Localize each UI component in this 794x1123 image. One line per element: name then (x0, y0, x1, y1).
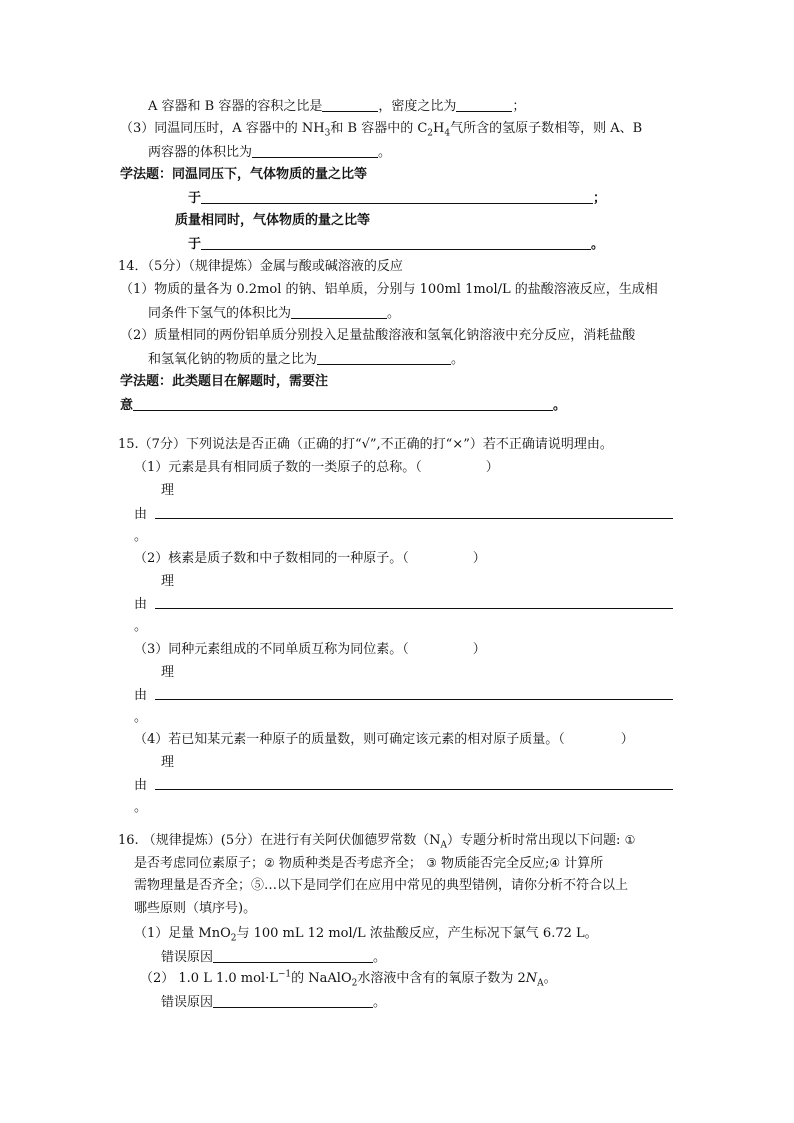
q16-example-1-b: 与 100 mL 12 mol/L 浓盐酸反应，产生标况下氯气 6.72 L。 (236, 926, 598, 941)
q16-example-2-b: 的 NaAlO (291, 971, 352, 986)
avogadro-subscript: A (537, 978, 544, 989)
q13-part3-text-a: （3）同温同压时，A 容器中的 NH (120, 121, 325, 136)
q13-tip2-cont: 于 (188, 237, 202, 252)
q15-item-2 (134, 550, 486, 568)
q13-tip1-cont: 于 (188, 191, 202, 206)
circled-3-icon: ③ (426, 856, 437, 870)
q16-example-2-reason-blank[interactable] (213, 993, 373, 1008)
q13-tip1-label: 学法题：同温同压下，气体物质的量之比等 (120, 167, 368, 182)
q15-item-1-reason-line[interactable] (155, 518, 673, 519)
q15-item-2-period: 。 (134, 619, 148, 634)
nh3-subscript: 3 (324, 128, 331, 139)
q14-part2-blank[interactable] (317, 350, 451, 365)
volume-ratio-blank[interactable] (322, 97, 378, 112)
q16-line2-a: 是否考虑同位素原子； (134, 856, 265, 871)
circled-2-icon: ② (264, 856, 275, 870)
q15-item-4-reason-top: 理 (161, 755, 175, 770)
q16-example-1-reason-label: 错误原因 (161, 950, 214, 965)
q14-part2-label: 和氢氧化钠的物质的量之比为 (148, 352, 318, 367)
q14-tip-cont: 意 (120, 398, 134, 413)
q13-tip2-blank[interactable] (201, 235, 591, 250)
q16-line2 (134, 854, 603, 873)
q13-part3-text-b: 和 B 容器中的 C (330, 121, 428, 136)
q16-example-2-end: 。 (543, 971, 557, 986)
q14-tip-end: 。 (553, 398, 567, 413)
q14-tip-blank[interactable] (133, 396, 553, 411)
circled-4-icon: ④ (549, 856, 561, 870)
q15-item-2-text: （2）核素是质子数和中子数相同的一种原子。（ (134, 551, 409, 566)
q15-item-1-text: （1）元素是具有相同质子数的一类原子的总称。（ (134, 460, 422, 475)
q15-item-4-period: 。 (134, 800, 148, 815)
q14-part1-blank[interactable] (291, 304, 387, 319)
q15-item-3 (134, 641, 486, 659)
q14-part1-label: 同条件下氢气的体积比为 (148, 306, 292, 321)
q16-example-2-reason-label: 错误原因 (161, 995, 214, 1010)
q14-part2-line1: （2）质量相同的两份铝单质分别投入足量盐酸溶液和氢氧化钠溶液中充分反应，消耗盐酸 (120, 328, 636, 343)
q15-item-3-period: 。 (134, 710, 148, 725)
q15-item-4 (134, 731, 634, 749)
q15-item-3-reason-line[interactable] (155, 699, 673, 700)
q16-title (118, 831, 635, 850)
q16-line2-c: 物质能否完全反应; (436, 856, 550, 871)
q13-density-ratio-text: ，密度之比为 (378, 99, 457, 114)
q16-example-1-reason (161, 948, 386, 967)
q15-item-1-period: 。 (134, 529, 148, 544)
q14-part1-end: 。 (387, 306, 401, 321)
q14-part2-line2 (148, 350, 464, 369)
q13-tip1-end: ； (593, 191, 607, 206)
q13-tip1-blank[interactable] (201, 189, 593, 204)
q16-example-2-reason (161, 993, 386, 1012)
na-subscript: A (440, 840, 448, 851)
q13-part3-line2 (148, 143, 391, 162)
q15-item-2-reason-bottom: 由 (134, 597, 148, 612)
q15-item-4-text: （4）若已知某元素一种原子的质量数，则可确定该元素的相对原子质量。（ (134, 732, 565, 747)
q16-title-b: ）专题分析时常出现以下问题: (447, 833, 621, 848)
q14-part1-line2 (148, 304, 400, 323)
q13-volume-ratio-blank[interactable] (252, 143, 378, 158)
q15-item-2-close: ） (472, 551, 486, 566)
q13-ratio-line (148, 97, 525, 116)
q14-title: 14．（5分）（规律提炼）金属与酸或碱溶液的反应 (118, 259, 403, 274)
q16-example-2-a: （2） 1.0 L 1.0 mol·L (140, 971, 278, 986)
q16-example-2 (140, 970, 557, 988)
naalo2-subscript: 2 (351, 978, 358, 989)
density-ratio-blank[interactable] (456, 97, 512, 112)
q16-example-1 (134, 925, 598, 943)
q14-part1-line1: （1）物质的量各为 0.2mol 的钠、铝单质，分别与 100ml 1mol/L 的盐酸溶液反应，生成相 (120, 282, 658, 297)
q15-item-4-reason-line[interactable] (155, 789, 673, 790)
q13-part3-line1 (120, 120, 642, 138)
q15-item-1-reason-top: 理 (161, 483, 175, 498)
q15-item-1-reason-bottom: 由 (134, 507, 148, 522)
q15-item-3-close: ） (472, 642, 486, 657)
q16-example-1-reason-blank[interactable] (213, 948, 373, 963)
avogadro-symbol: N (525, 971, 538, 986)
q15-item-1 (134, 459, 499, 477)
q14-part2-end: 。 (451, 352, 465, 367)
q14-tip-line (120, 396, 566, 415)
q13-part3-end: 。 (378, 145, 392, 160)
inverse-unit-superscript: −1 (277, 969, 292, 980)
q16-line4: 哪些原则（填序号)。 (134, 901, 257, 916)
q16-example-1-reason-end: 。 (373, 950, 387, 965)
q13-tip2-line (188, 235, 604, 254)
q15-title: 15.（7分）下列说法是否正确（正确的打“√”,不正确的打“×”）若不正确请说明理由。 (118, 437, 613, 452)
q16-example-2-reason-end: 。 (373, 995, 387, 1010)
q15-item-4-close: ） (620, 732, 634, 747)
mno2-subscript: 2 (230, 933, 237, 944)
q13-part3-text-c: H (433, 121, 445, 136)
q13-volume-ratio-label: 两容器的体积比为 (148, 145, 253, 160)
q16-line3: 需物理量是否齐全；⑤…以下是同学们在应用中常见的典型错例，请你分析不符合以上 (134, 878, 629, 893)
q15-item-4-reason-bottom: 由 (134, 778, 148, 793)
q13-volume-ratio-text: A 容器和 B 容器的容积之比是 (148, 99, 323, 114)
q16-line2-b: 物质种类是否考虑齐全； (274, 856, 422, 871)
q13-part3-text-d: 气所含的氢原子数相等，则 A、B (450, 121, 643, 136)
q15-item-3-text: （3）同种元素组成的不同单质互称为同位素。（ (134, 642, 409, 657)
q13-tip2-end: 。 (591, 237, 605, 252)
q15-item-1-close: ） (485, 460, 499, 475)
q15-item-2-reason-top: 理 (161, 574, 175, 589)
q13-tip1-line (188, 189, 606, 208)
circled-1-icon: ① (624, 833, 636, 847)
q16-title-a: 16. （规律提炼）(5分）在进行有关阿伏伽德罗常数（N (118, 833, 441, 848)
q14-tip-label: 学法题：此类题目在解题时，需要注 (120, 374, 329, 389)
q15-item-3-reason-top: 理 (161, 665, 175, 680)
c2h4-subscript-4: 4 (444, 128, 451, 139)
q15-item-2-reason-line[interactable] (155, 608, 673, 609)
q16-line2-d: 计算所 (560, 856, 604, 871)
q16-example-2-c: 水溶液中含有的氧原子数为 2 (357, 971, 526, 986)
q15-item-3-reason-bottom: 由 (134, 688, 148, 703)
c2h4-subscript-2: 2 (427, 128, 434, 139)
q13-line-end: ； (512, 99, 526, 114)
q13-tip2-label: 质量相同时，气体物质的量之比等 (175, 213, 371, 228)
q16-example-1-a: （1）足量 MnO (134, 926, 231, 941)
